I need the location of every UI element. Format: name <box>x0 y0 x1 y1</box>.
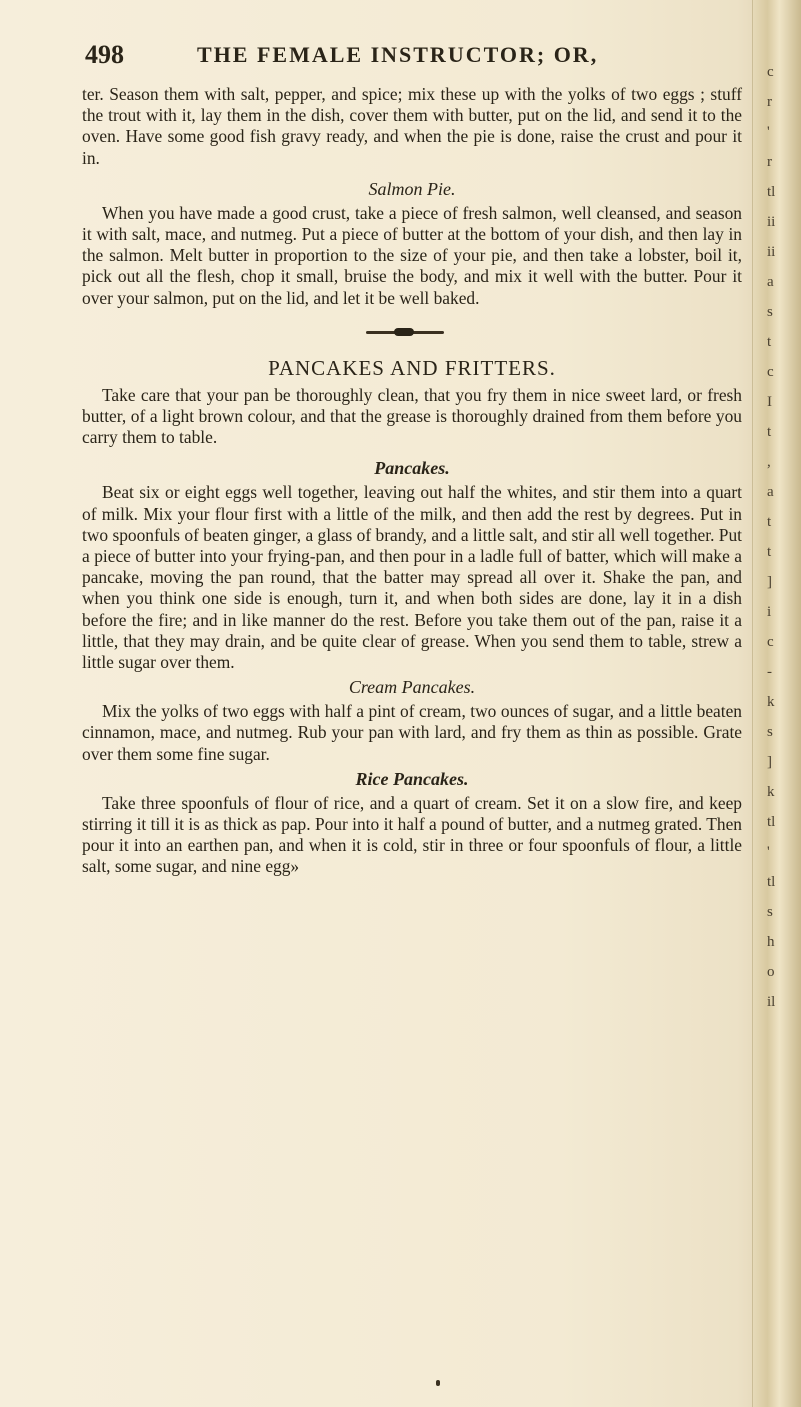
section-title: PANCAKES AND FRITTERS. <box>268 355 556 380</box>
trout-pie-ending: ter. Season them with salt, pepper, and spice; mix these up with the yolks of two eggs ; stuff the trout with it, lay them in the dish, cover them with butter, put on the lid, and send it to the oven. Have some good fish gravy ready, and when the pie is done, raise the crust and pour it in. <box>82 84 742 168</box>
pancakes-recipe: Beat six or eight eggs well together, leaving out half the whites, and stir them into a quart of milk. Mix your flour first with a little of the milk, and then add the rest by degrees. Put in two spoonfuls of beaten ginger, a glass of brandy, and a little salt, and stir all well together. Put a piece of butter into your frying-pan, and then pour in a ladle full of batter, which will make a pancake, moving the pan round, that the batter may spread all over it. Shake the pan, and when you think one side is enough, turn it, and when both sides are done, lay it in a dish before the fire; and in like manner do the rest. Before you take them out of the pan, raise it a little, that they may drain, and be quite clear of grease. When you send them to table, strew a little sugar over them. <box>82 482 742 673</box>
facing-page-fragment: t <box>767 334 772 350</box>
facing-page-fragment: t <box>767 424 772 440</box>
facing-page-fragment: - <box>767 664 772 680</box>
rice-pancakes-recipe: Take three spoonfuls of flour of rice, and a quart of cream. Set it on a slow fire, and keep stirring it till it is as thick as pap. Pour into it half a pound of butter, and a nutmeg grated. Then pour it into an earthen pan, and when it is cold, stir in three or four spoonfuls of flour, a little salt, some sugar, and nine egg» <box>82 792 742 877</box>
facing-page-fragment: c <box>767 64 774 80</box>
section-divider <box>82 309 742 351</box>
facing-page-fragment: tl <box>767 814 776 830</box>
cream-pancakes-recipe: Mix the yolks of two eggs with half a pint of cream, two ounces of sugar, and a little beaten cinnamon, mace, and nutmeg. Rub your pan with lard, and fry them as thin as possible. Grate over them some fine sugar. <box>82 701 742 764</box>
facing-page-fragment: ] <box>767 754 772 770</box>
facing-page-fragment: ' <box>767 124 770 140</box>
facing-page-fragment: r <box>767 94 772 110</box>
facing-page-fragment: o <box>767 964 775 980</box>
facing-page-fragment: , <box>767 454 771 470</box>
facing-page-fragment: ii <box>767 244 776 260</box>
facing-page-fragment: r <box>767 154 772 170</box>
facing-page-fragment: I <box>767 394 772 410</box>
facing-page-fragment: a <box>767 274 774 290</box>
page-text <box>82 84 742 878</box>
facing-page-fragment: ii <box>767 214 776 230</box>
facing-page-fragment: k <box>767 694 775 710</box>
running-title: THE FEMALE INSTRUCTOR; OR, <box>197 42 599 67</box>
facing-page-fragment: i <box>767 604 772 620</box>
facing-page-letters <box>767 64 797 1024</box>
page-number: 498 <box>85 40 124 69</box>
facing-page-fragment: k <box>767 784 775 800</box>
rice-pancakes-heading: Rice Pancakes. <box>355 768 469 789</box>
ink-speck <box>436 1380 440 1386</box>
facing-page-fragment: a <box>767 484 774 500</box>
facing-page-fragment: s <box>767 904 773 920</box>
page-header <box>85 40 735 80</box>
facing-page-fragment: t <box>767 544 772 560</box>
facing-page-edge <box>752 0 801 1407</box>
facing-page-fragment: c <box>767 634 774 650</box>
section-intro: Take care that your pan be thoroughly clean, that you fry them in nice sweet lard, or fresh butter, of a light brown colour, and that the grease is thoroughly drained from them before you carry them to table. <box>82 384 742 448</box>
facing-page-fragment: t <box>767 514 772 530</box>
cream-pancakes-heading: Cream Pancakes. <box>348 677 476 698</box>
facing-page-fragment: ] <box>767 574 772 590</box>
facing-page-fragment: ' <box>767 844 770 860</box>
salmon-pie-recipe: When you have made a good crust, take a piece of fresh salmon, well cleansed, and season it with salt, mace, and nutmeg. Put a piece of butter at the bottom of your dish, and then lay in the salmon. Melt butter in proportion to the size of your pie, and then take a lobster, boil it, pick out all the flesh, chop it small, bruise the body, and mix it well with the butter. Pour it over your salmon, put on the lid, and let it be well baked. <box>82 202 742 308</box>
facing-page-fragment: s <box>767 304 773 320</box>
facing-page-fragment: il <box>767 994 776 1010</box>
facing-page-fragment: s <box>767 724 773 740</box>
divider-ornament <box>394 328 414 336</box>
facing-page-fragment: c <box>767 364 774 380</box>
facing-page-fragment: tl <box>767 874 776 890</box>
facing-page-fragment: h <box>767 934 775 950</box>
pancakes-heading: Pancakes. <box>374 458 450 479</box>
facing-page-fragment: tl <box>767 184 776 200</box>
salmon-pie-heading: Salmon Pie. <box>368 178 456 199</box>
